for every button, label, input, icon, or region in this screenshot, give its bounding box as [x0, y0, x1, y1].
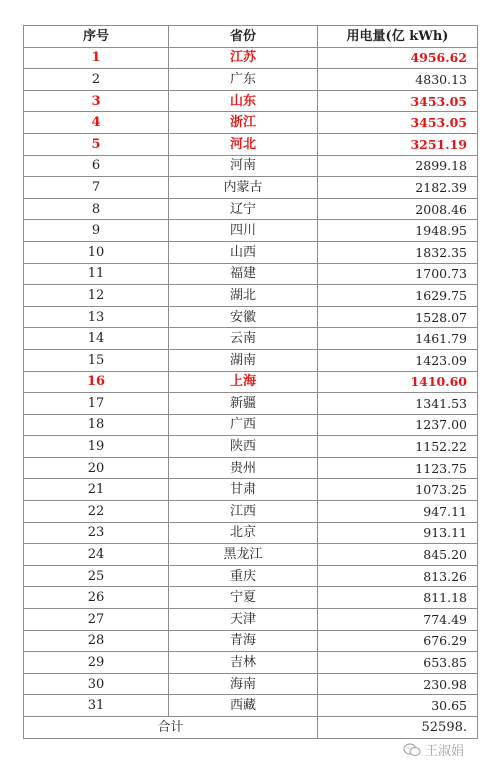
- row-province: 浙江: [169, 112, 318, 134]
- row-province: 山东: [169, 90, 318, 112]
- table-row: [24, 565, 478, 587]
- row-province: 甘肃: [169, 479, 318, 501]
- row-consumption: 30.65: [318, 695, 478, 717]
- row-index: 2: [24, 69, 169, 91]
- table-row: [24, 457, 478, 479]
- row-index: 21: [24, 479, 169, 501]
- table-row: [24, 522, 478, 544]
- table-row: [24, 306, 478, 328]
- row-index: 28: [24, 630, 169, 652]
- header-consumption: 用电量(亿 kWh): [318, 26, 478, 48]
- row-index: 1: [24, 47, 169, 69]
- row-consumption: 1341.53: [318, 393, 478, 415]
- row-index: 7: [24, 177, 169, 199]
- row-index: 20: [24, 457, 169, 479]
- row-consumption: 230.98: [318, 673, 478, 695]
- row-province: 青海: [169, 630, 318, 652]
- row-province: 广西: [169, 414, 318, 436]
- header-province: 省份: [169, 26, 318, 48]
- table-row: [24, 285, 478, 307]
- table-row: [24, 47, 478, 69]
- row-consumption: 2182.39: [318, 177, 478, 199]
- row-consumption: 1629.75: [318, 285, 478, 307]
- row-index: 15: [24, 349, 169, 371]
- row-index: 24: [24, 544, 169, 566]
- row-province: 西藏: [169, 695, 318, 717]
- table-row: [24, 263, 478, 285]
- row-index: 23: [24, 522, 169, 544]
- table-row: [24, 349, 478, 371]
- row-index: 30: [24, 673, 169, 695]
- row-province: 山西: [169, 241, 318, 263]
- table-row: [24, 544, 478, 566]
- row-province: 安徽: [169, 306, 318, 328]
- row-consumption: 1948.95: [318, 220, 478, 242]
- table-row: [24, 695, 478, 717]
- row-index: 10: [24, 241, 169, 263]
- row-consumption: 813.26: [318, 565, 478, 587]
- row-index: 16: [24, 371, 169, 393]
- row-province: 江苏: [169, 47, 318, 69]
- row-province: 云南: [169, 328, 318, 350]
- table-total-row: [24, 717, 478, 739]
- row-index: 17: [24, 393, 169, 415]
- table-row: [24, 177, 478, 199]
- table-row: [24, 69, 478, 91]
- row-province: 湖北: [169, 285, 318, 307]
- row-province: 江西: [169, 501, 318, 523]
- row-consumption: 845.20: [318, 544, 478, 566]
- row-province: 四川: [169, 220, 318, 242]
- row-index: 9: [24, 220, 169, 242]
- row-province: 上海: [169, 371, 318, 393]
- row-consumption: 1700.73: [318, 263, 478, 285]
- row-consumption: 2008.46: [318, 198, 478, 220]
- row-index: 27: [24, 609, 169, 631]
- row-province: 吉林: [169, 652, 318, 674]
- table-row: [24, 652, 478, 674]
- row-index: 31: [24, 695, 169, 717]
- row-index: 6: [24, 155, 169, 177]
- total-label: 合计: [24, 717, 318, 739]
- table-row: [24, 393, 478, 415]
- row-index: 4: [24, 112, 169, 134]
- table-row: [24, 479, 478, 501]
- table-row: [24, 436, 478, 458]
- row-province: 北京: [169, 522, 318, 544]
- row-consumption: 676.29: [318, 630, 478, 652]
- row-index: 3: [24, 90, 169, 112]
- row-province: 重庆: [169, 565, 318, 587]
- table-body: [24, 47, 478, 716]
- table-row: [24, 609, 478, 631]
- row-province: 福建: [169, 263, 318, 285]
- row-province: 贵州: [169, 457, 318, 479]
- row-consumption: 1461.79: [318, 328, 478, 350]
- table-row: [24, 155, 478, 177]
- row-consumption: 1123.75: [318, 457, 478, 479]
- row-index: 25: [24, 565, 169, 587]
- row-consumption: 3251.19: [318, 133, 478, 155]
- row-consumption: 1152.22: [318, 436, 478, 458]
- row-province: 河北: [169, 133, 318, 155]
- row-consumption: 947.11: [318, 501, 478, 523]
- row-consumption: 3453.05: [318, 90, 478, 112]
- row-index: 26: [24, 587, 169, 609]
- row-province: 广东: [169, 69, 318, 91]
- wechat-icon: [403, 743, 421, 757]
- row-consumption: 913.11: [318, 522, 478, 544]
- total-value: 52598.: [318, 717, 478, 739]
- row-index: 13: [24, 306, 169, 328]
- table-row: [24, 630, 478, 652]
- row-consumption: 1423.09: [318, 349, 478, 371]
- row-province: 天津: [169, 609, 318, 631]
- row-consumption: 1073.25: [318, 479, 478, 501]
- row-province: 河南: [169, 155, 318, 177]
- row-consumption: 2899.18: [318, 155, 478, 177]
- row-province: 黑龙江: [169, 544, 318, 566]
- table-row: [24, 371, 478, 393]
- table-row: [24, 673, 478, 695]
- row-index: 18: [24, 414, 169, 436]
- table-row: [24, 414, 478, 436]
- header-index: 序号: [24, 26, 169, 48]
- row-consumption: 4956.62: [318, 47, 478, 69]
- row-consumption: 1832.35: [318, 241, 478, 263]
- row-consumption: 1410.60: [318, 371, 478, 393]
- table-row: [24, 133, 478, 155]
- row-index: 29: [24, 652, 169, 674]
- row-province: 宁夏: [169, 587, 318, 609]
- watermark-text: 王淑娟: [424, 744, 464, 759]
- row-index: 11: [24, 263, 169, 285]
- row-index: 8: [24, 198, 169, 220]
- row-consumption: 1237.00: [318, 414, 478, 436]
- row-consumption: 653.85: [318, 652, 478, 674]
- row-province: 辽宁: [169, 198, 318, 220]
- watermark: [403, 740, 464, 759]
- table-row: [24, 328, 478, 350]
- row-consumption: 3453.05: [318, 112, 478, 134]
- row-province: 海南: [169, 673, 318, 695]
- table-row: [24, 112, 478, 134]
- row-index: 14: [24, 328, 169, 350]
- row-province: 湖南: [169, 349, 318, 371]
- table-row: [24, 198, 478, 220]
- table-row: [24, 90, 478, 112]
- row-province: 陕西: [169, 436, 318, 458]
- row-index: 12: [24, 285, 169, 307]
- row-consumption: 811.18: [318, 587, 478, 609]
- row-index: 5: [24, 133, 169, 155]
- table-header-row: [24, 26, 478, 48]
- row-consumption: 1528.07: [318, 306, 478, 328]
- table-row: [24, 220, 478, 242]
- row-consumption: 774.49: [318, 609, 478, 631]
- row-consumption: 4830.13: [318, 69, 478, 91]
- electricity-consumption-table: [23, 25, 478, 739]
- row-province: 新疆: [169, 393, 318, 415]
- table-row: [24, 241, 478, 263]
- table-row: [24, 501, 478, 523]
- row-index: 19: [24, 436, 169, 458]
- row-index: 22: [24, 501, 169, 523]
- row-province: 内蒙古: [169, 177, 318, 199]
- table-row: [24, 587, 478, 609]
